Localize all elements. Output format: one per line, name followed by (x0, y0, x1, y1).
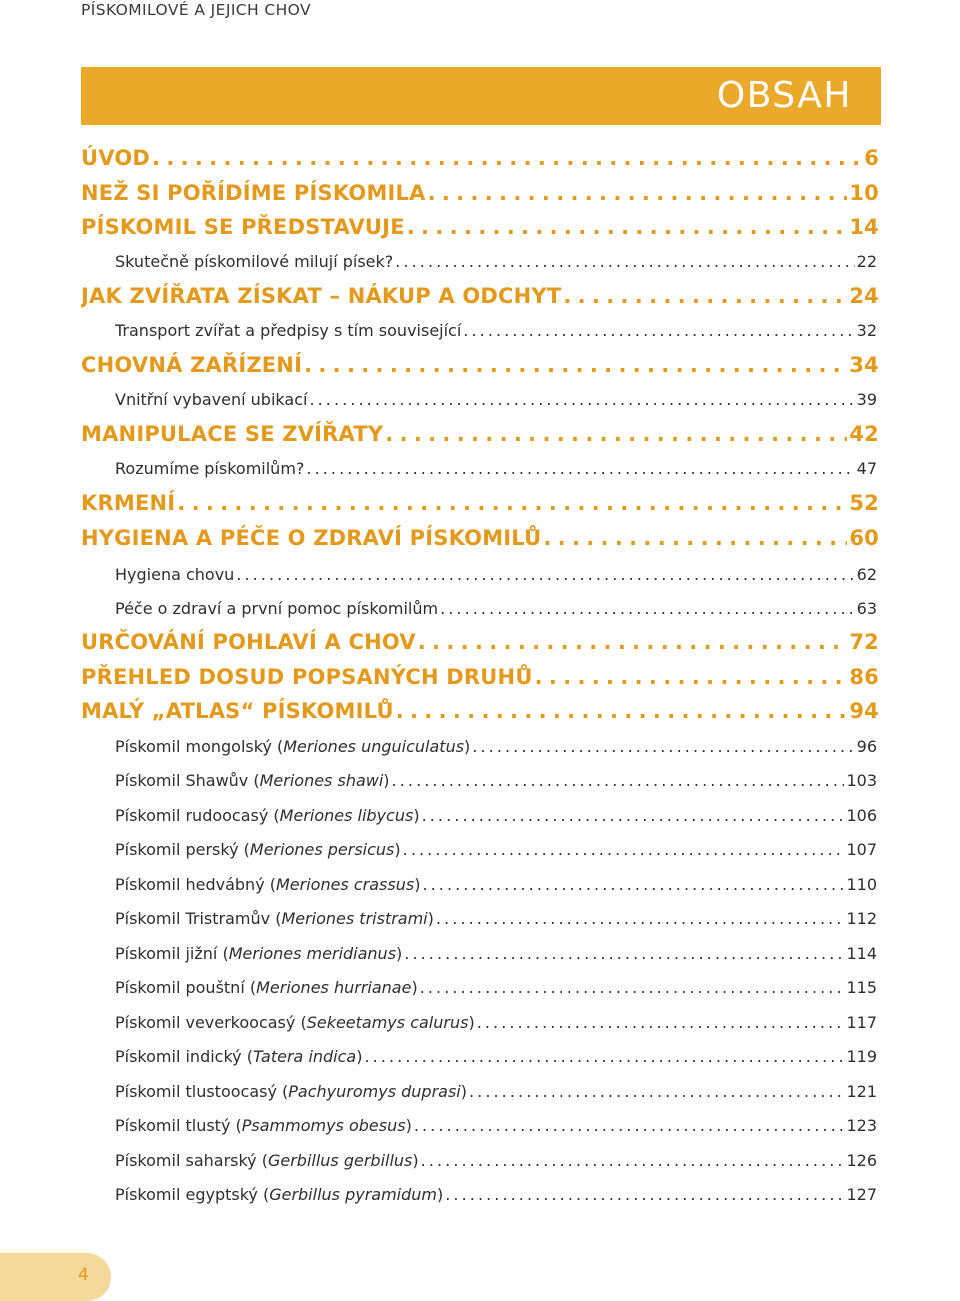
toc-entry-page: 63 (856, 599, 877, 618)
leader-dots (535, 660, 848, 694)
leader-dots (306, 454, 854, 484)
latin-name: Pachyuromys duprasi (288, 1082, 461, 1101)
toc-entry-label: Rozumíme pískomilům? (115, 459, 305, 478)
leader-dots (236, 560, 854, 590)
leader-dots (152, 141, 862, 175)
toc-species-mongolsky[interactable] (115, 732, 877, 762)
toc-entry-label: PŘEHLED DOSUD POPSANÝCH DRUHŮ (81, 665, 533, 689)
toc-entry-label: Transport zvířat a předpisy s tím související (115, 321, 462, 340)
running-header: PÍSKOMILOVÉ A JEJICH CHOV (81, 1, 312, 19)
toc-entry-label: Pískomil rudoocasý (Meriones libycus) (115, 806, 420, 825)
toc-entry-label: KRMENÍ (81, 491, 176, 515)
toc-entry-page: 103 (846, 771, 877, 790)
toc-species-tlustoocasy[interactable] (115, 1077, 877, 1107)
leader-dots (469, 1077, 844, 1107)
toc-entry-label: JAK ZVÍŘATA ZÍSKAT – NÁKUP A ODCHYT (81, 284, 562, 308)
toc-entry-label: MANIPULACE SE ZVÍŘATY (81, 422, 384, 446)
toc-species-tristramuv[interactable] (115, 904, 877, 934)
toc-entry-label: HYGIENA A PÉČE O ZDRAVÍ PÍSKOMILŮ (81, 526, 542, 550)
toc-entry-page: 96 (856, 737, 877, 756)
latin-name: Meriones libycus (279, 806, 414, 825)
toc-entry-label: Pískomil perský (Meriones persicus) (115, 840, 401, 859)
toc-subentry-vybaveni[interactable] (115, 385, 877, 415)
toc-entry-chovna-zarizeni[interactable] (81, 348, 879, 382)
toc-species-hedvabny[interactable] (115, 870, 877, 900)
leader-dots (304, 348, 847, 382)
toc-entry-label: Pískomil Shawův (Meriones shawi) (115, 771, 390, 790)
leader-dots (396, 694, 848, 728)
toc-entry-label: Péče o zdraví a první pomoc pískomilům (115, 599, 439, 618)
latin-name: Tatera indica (252, 1047, 357, 1066)
toc-entry-label: Pískomil tlustý (Psammomys obesus) (115, 1116, 412, 1135)
toc-entry-page: 94 (849, 699, 879, 723)
latin-name: Meriones unguiculatus (283, 737, 465, 756)
toc-subentry-transport[interactable] (115, 316, 877, 346)
toc-entry-jak-zvirata-ziskat[interactable] (81, 279, 879, 313)
toc-entry-label: URČOVÁNÍ POHLAVÍ A CHOV (81, 630, 416, 654)
toc-species-veverkoocasy[interactable] (115, 1008, 877, 1038)
toc-entry-label: NEŽ SI POŘÍDÍME PÍSKOMILA (81, 181, 426, 205)
leader-dots (436, 904, 845, 934)
toc-entry-label: CHOVNÁ ZAŘÍZENÍ (81, 353, 303, 377)
toc-entry-label: Pískomil egyptský (Gerbillus pyramidum) (115, 1185, 444, 1204)
toc-entry-label: Pískomil tlustoocasý (Pachyuromys duprasi) (115, 1082, 467, 1101)
toc-entry-label: Pískomil jižní (Meriones meridianus) (115, 944, 403, 963)
page-title: OBSAH (716, 75, 852, 116)
leader-dots (309, 385, 854, 415)
latin-name: Psammomys obesus (241, 1116, 406, 1135)
toc-entry-piskomil-se-predstavuje[interactable] (81, 210, 879, 244)
toc-entry-uvod[interactable] (81, 141, 879, 175)
toc-entry-label: Pískomil mongolský (Meriones unguiculatus) (115, 737, 471, 756)
toc-entry-page: 115 (846, 978, 877, 997)
toc-species-shawuv[interactable] (115, 766, 877, 796)
toc-species-saharsky[interactable] (115, 1146, 877, 1176)
toc-entry-page: 106 (846, 806, 877, 825)
leader-dots (177, 486, 847, 520)
toc-entry-page: 119 (846, 1047, 877, 1066)
toc-entry-label: Pískomil indický (Tatera indica) (115, 1047, 363, 1066)
latin-name: Gerbillus gerbillus (267, 1151, 413, 1170)
toc-entry-krmeni[interactable] (81, 486, 879, 520)
leader-dots (563, 279, 847, 313)
toc-entry-page: 14 (849, 215, 879, 239)
toc-species-poustni[interactable] (115, 973, 877, 1003)
leader-dots (403, 835, 845, 865)
toc-species-indicky[interactable] (115, 1042, 877, 1072)
toc-entry-label: Pískomil saharský (Gerbillus gerbillus) (115, 1151, 419, 1170)
leader-dots (440, 594, 855, 624)
leader-dots (392, 766, 845, 796)
toc-entry-page: 47 (856, 459, 877, 478)
latin-name: Meriones hurrianae (256, 978, 412, 997)
toc-entry-label: MALÝ „ATLAS“ PÍSKOMILŮ (81, 699, 394, 723)
toc-entry-page: 42 (849, 422, 879, 446)
latin-name: Meriones tristrami (281, 909, 428, 928)
latin-name: Meriones meridianus (228, 944, 397, 963)
toc-entry-hygiena-a-pece[interactable] (81, 521, 879, 555)
toc-entry-urcovani-pohlavi[interactable] (81, 625, 879, 659)
toc-entry-page: 121 (846, 1082, 877, 1101)
toc-entry-label: Skutečně pískomilové milují písek? (115, 252, 394, 271)
leader-dots (420, 973, 845, 1003)
leader-dots (445, 1180, 844, 1210)
toc-entry-page: 123 (846, 1116, 877, 1135)
toc-entry-maly-atlas[interactable] (81, 694, 879, 728)
toc-entry-page: 10 (849, 181, 879, 205)
leader-dots (422, 801, 845, 831)
toc-entry-prehled-druhu[interactable] (81, 660, 879, 694)
toc-entry-label: Pískomil Tristramův (Meriones tristrami) (115, 909, 434, 928)
toc-entry-label: ÚVOD (81, 146, 151, 170)
toc-subentry-rozumime[interactable] (115, 454, 877, 484)
toc-entry-page: 62 (856, 565, 877, 584)
leader-dots (364, 1042, 844, 1072)
toc-entry-page: 126 (846, 1151, 877, 1170)
toc-entry-page: 114 (846, 944, 877, 963)
toc-entry-page: 39 (856, 390, 877, 409)
leader-dots (414, 1111, 845, 1141)
toc-entry-page: 127 (846, 1185, 877, 1204)
toc-subentry-hygiena-chovu[interactable] (115, 560, 877, 590)
toc-species-tlusty[interactable] (115, 1111, 877, 1141)
leader-dots (418, 625, 848, 659)
toc-entry-page: 24 (849, 284, 879, 308)
toc-entry-page: 72 (849, 630, 879, 654)
latin-name: Meriones crassus (275, 875, 415, 894)
toc-entry-label: Pískomil pouštní (Meriones hurrianae) (115, 978, 418, 997)
leader-dots (472, 732, 854, 762)
toc-entry-page: 22 (856, 252, 877, 271)
latin-name: Sekeetamys calurus (306, 1013, 469, 1032)
title-band (81, 67, 881, 125)
toc-entry-label: Pískomil hedvábný (Meriones crassus) (115, 875, 421, 894)
toc-entry-page: 117 (846, 1013, 877, 1032)
leader-dots (463, 316, 854, 346)
toc-entry-page: 52 (849, 491, 879, 515)
leader-dots (385, 417, 847, 451)
leader-dots (404, 939, 844, 969)
toc-entry-page: 107 (846, 840, 877, 859)
toc-entry-page: 34 (849, 353, 879, 377)
toc-entry-page: 86 (849, 665, 879, 689)
leader-dots (477, 1008, 845, 1038)
latin-name: Meriones shawi (259, 771, 384, 790)
toc-entry-page: 6 (864, 146, 879, 170)
toc-entry-label: PÍSKOMIL SE PŘEDSTAVUJE (81, 215, 405, 239)
leader-dots (395, 247, 854, 277)
toc-entry-label: Vnitřní vybavení ubikací (115, 390, 308, 409)
toc-entry-page: 60 (849, 526, 879, 550)
toc-entry-label: Pískomil veverkoocasý (Sekeetamys calurus) (115, 1013, 475, 1032)
toc-entry-nez-si-poridime[interactable] (81, 176, 879, 210)
page-number-tab (0, 1253, 111, 1301)
toc-entry-label: Hygiena chovu (115, 565, 235, 584)
leader-dots (543, 521, 847, 555)
leader-dots (421, 1146, 845, 1176)
toc-entry-page: 32 (856, 321, 877, 340)
toc-species-egyptsky[interactable] (115, 1180, 877, 1210)
latin-name: Gerbillus pyramidum (269, 1185, 437, 1204)
leader-dots (422, 870, 844, 900)
toc-species-rudoocasy[interactable] (115, 801, 877, 831)
page-number: 4 (78, 1265, 89, 1285)
leader-dots (407, 210, 848, 244)
toc-subentry-pisek[interactable] (115, 247, 877, 277)
latin-name: Meriones persicus (249, 840, 395, 859)
toc-entry-page: 112 (846, 909, 877, 928)
toc-species-persky[interactable] (115, 835, 877, 865)
toc-subentry-pece-o-zdravi[interactable] (115, 594, 877, 624)
leader-dots (428, 176, 848, 210)
toc-entry-page: 110 (846, 875, 877, 894)
toc-entry-manipulace[interactable] (81, 417, 879, 451)
toc-species-jizni[interactable] (115, 939, 877, 969)
